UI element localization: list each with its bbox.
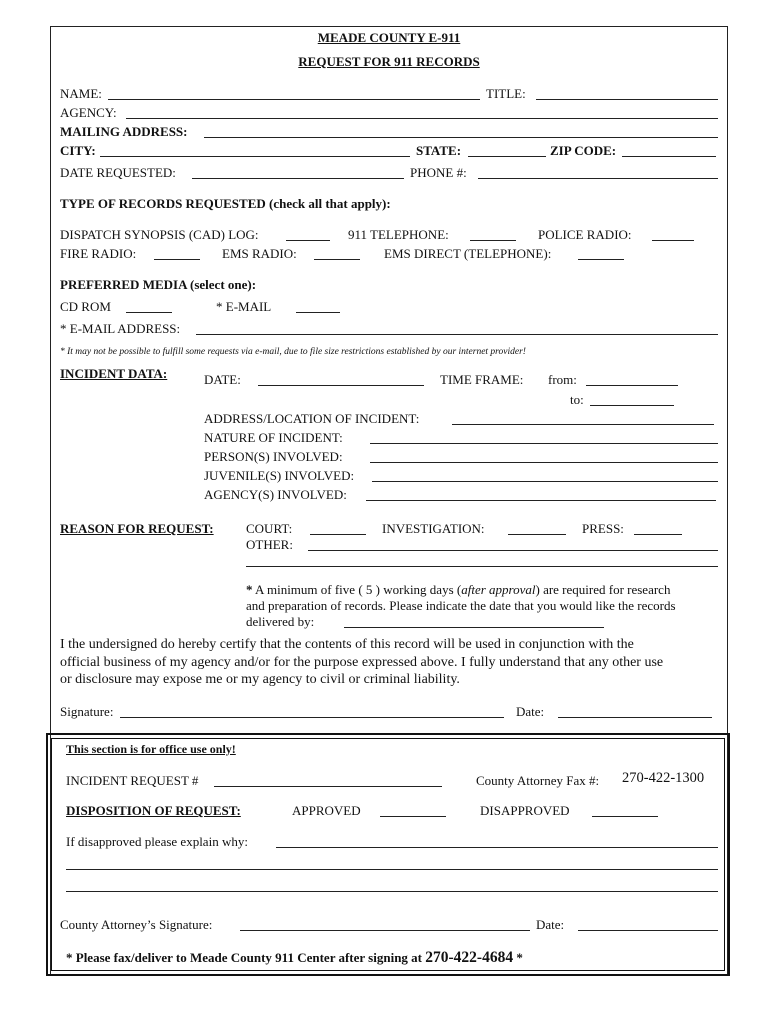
- explain-field-line-2[interactable]: [66, 869, 718, 870]
- police-radio-check[interactable]: [652, 240, 694, 241]
- incident-request-field[interactable]: [214, 786, 442, 787]
- press-label: PRESS:: [582, 521, 624, 536]
- telephone-label: 911 TELEPHONE:: [348, 227, 449, 242]
- signature-field[interactable]: [120, 717, 504, 718]
- time-frame-label: TIME FRAME:: [440, 372, 524, 387]
- persons-field[interactable]: [370, 462, 718, 463]
- from-label: from:: [548, 372, 577, 387]
- mailing-address-label: MAILING ADDRESS:: [60, 124, 188, 139]
- email-note: * It may not be possible to fulfill some requests via e-mail, due to file size restrictions established by our internet provider!: [60, 347, 526, 357]
- juveniles-label: JUVENILE(S) INVOLVED:: [204, 468, 355, 483]
- approved-label: APPROVED: [292, 803, 361, 818]
- police-radio-label: POLICE RADIO:: [538, 227, 632, 242]
- nature-label: NATURE OF INCIDENT:: [204, 430, 343, 445]
- email-address-label: * E-MAIL ADDRESS:: [60, 321, 181, 336]
- footer-phone-number: 270-422-4684: [425, 949, 514, 966]
- title-field[interactable]: [536, 99, 718, 100]
- email-label: * E-MAIL: [216, 299, 272, 314]
- incident-date-label: DATE:: [204, 372, 241, 387]
- telephone-check[interactable]: [470, 240, 516, 241]
- ems-direct-check[interactable]: [578, 259, 624, 260]
- notice-text-a: A minimum of five ( 5 ) working days (: [255, 582, 462, 597]
- explain-field-line-3[interactable]: [66, 891, 718, 892]
- certification-line-2: official business of my agency and/or for the purpose expressed above. I fully understand that any other use: [60, 654, 664, 670]
- certification-line-1: I the undersigned do hereby certify that the contents of this record will be used in conjunction with the: [60, 637, 634, 652]
- city-field[interactable]: [100, 156, 410, 157]
- signature-label: Signature:: [60, 704, 114, 719]
- phone-label: PHONE #:: [410, 165, 467, 180]
- fax-deliver-instruction: [66, 950, 523, 965]
- to-field[interactable]: [590, 405, 674, 406]
- email-address-field[interactable]: [196, 334, 718, 335]
- footer-star: *: [516, 950, 523, 965]
- explain-label: If disapproved please explain why:: [66, 834, 248, 849]
- agency-label: AGENCY:: [60, 105, 117, 120]
- notice-text-line3: delivered by:: [246, 614, 315, 629]
- form-title: REQUEST FOR 911 RECORDS: [298, 54, 480, 69]
- delivered-by-field[interactable]: [344, 627, 604, 628]
- delivery-notice: [246, 582, 721, 630]
- state-label: STATE:: [416, 143, 462, 158]
- attorney-date-label: Date:: [536, 917, 565, 932]
- attorney-signature-field[interactable]: [240, 930, 530, 931]
- from-field[interactable]: [586, 385, 678, 386]
- agency-field[interactable]: [126, 118, 718, 119]
- investigation-check[interactable]: [508, 534, 566, 535]
- incident-date-field[interactable]: [258, 385, 424, 386]
- phone-field[interactable]: [478, 178, 718, 179]
- name-field[interactable]: [108, 99, 480, 100]
- disapproved-label: DISAPPROVED: [480, 803, 570, 818]
- agencies-field[interactable]: [366, 500, 716, 501]
- juveniles-field[interactable]: [372, 481, 718, 482]
- name-label: NAME:: [60, 86, 102, 101]
- footer-text: * Please fax/deliver to Meade County 911 Center after signing at: [66, 950, 423, 965]
- cd-rom-check[interactable]: [126, 312, 172, 313]
- office-use-heading: This section is for office use only!: [66, 742, 236, 756]
- fire-radio-label: FIRE RADIO:: [60, 246, 137, 261]
- cad-log-label: DISPATCH SYNOPSIS (CAD) LOG:: [60, 227, 259, 242]
- title-label: TITLE:: [486, 86, 526, 101]
- signature-date-label: Date:: [516, 704, 545, 719]
- mailing-address-field[interactable]: [204, 137, 718, 138]
- cad-log-check[interactable]: [286, 240, 330, 241]
- state-field[interactable]: [468, 156, 546, 157]
- zip-code-label: ZIP CODE:: [550, 143, 617, 158]
- cd-rom-label: CD ROM: [60, 299, 111, 314]
- city-label: CITY:: [60, 143, 96, 158]
- persons-label: PERSON(S) INVOLVED:: [204, 449, 343, 464]
- other-field[interactable]: [308, 550, 718, 551]
- notice-star: *: [246, 582, 253, 597]
- approved-check[interactable]: [380, 816, 446, 817]
- media-heading: PREFERRED MEDIA (select one):: [60, 277, 257, 292]
- attorney-date-field[interactable]: [578, 930, 718, 931]
- notice-text-line2: and preparation of records. Please indicate the date that you would like the records: [246, 598, 676, 613]
- incident-request-label: INCIDENT REQUEST #: [66, 773, 199, 788]
- disapproved-check[interactable]: [592, 816, 658, 817]
- press-check[interactable]: [634, 534, 682, 535]
- address-location-field[interactable]: [452, 424, 714, 425]
- to-label: to:: [570, 392, 584, 407]
- ems-direct-label: EMS DIRECT (TELEPHONE):: [384, 246, 552, 261]
- other-field-line-2[interactable]: [246, 566, 718, 567]
- zip-code-field[interactable]: [622, 156, 716, 157]
- notice-text-italic: after approval: [461, 582, 536, 597]
- investigation-label: INVESTIGATION:: [382, 521, 485, 536]
- records-heading: TYPE OF RECORDS REQUESTED (check all that apply):: [60, 196, 391, 211]
- form-org-title: MEADE COUNTY E-911: [317, 30, 461, 45]
- certification-line-3: or disclosure may expose me or my agency to civil or criminal liability.: [60, 672, 460, 687]
- reason-heading: REASON FOR REQUEST:: [60, 521, 214, 536]
- fire-radio-check[interactable]: [154, 259, 200, 260]
- ems-radio-check[interactable]: [314, 259, 360, 260]
- signature-date-field[interactable]: [558, 717, 712, 718]
- court-check[interactable]: [310, 534, 366, 535]
- agencies-label: AGENCY(S) INVOLVED:: [204, 487, 347, 502]
- address-location-label: ADDRESS/LOCATION OF INCIDENT:: [204, 411, 420, 426]
- email-check[interactable]: [296, 312, 340, 313]
- certification-text: [60, 636, 724, 689]
- incident-data-heading: INCIDENT DATA:: [60, 366, 168, 381]
- nature-field[interactable]: [370, 443, 718, 444]
- attorney-signature-label: County Attorney’s Signature:: [60, 917, 213, 932]
- other-label: OTHER:: [246, 537, 293, 552]
- date-requested-field[interactable]: [192, 178, 404, 179]
- explain-field[interactable]: [276, 847, 718, 848]
- notice-text-b: ) are required for research: [535, 582, 671, 597]
- disposition-heading: DISPOSITION OF REQUEST:: [66, 803, 241, 818]
- fax-number: 270-422-1300: [622, 770, 705, 786]
- fax-label: County Attorney Fax #:: [476, 773, 600, 788]
- date-requested-label: DATE REQUESTED:: [60, 165, 176, 180]
- court-label: COURT:: [246, 521, 293, 536]
- ems-radio-label: EMS RADIO:: [222, 246, 297, 261]
